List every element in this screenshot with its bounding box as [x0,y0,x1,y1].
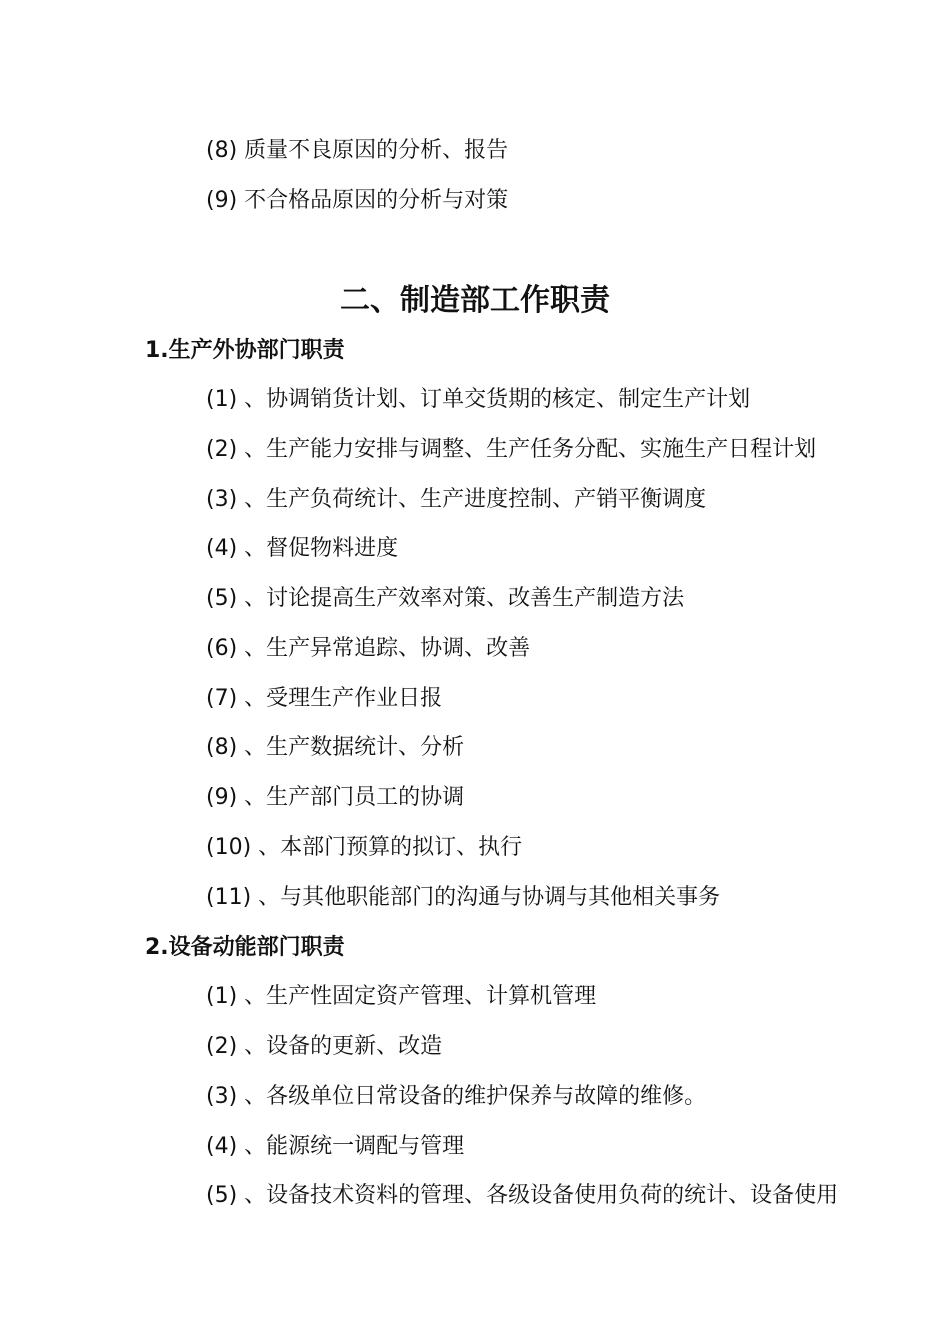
list-item: (3) 、各级单位日常设备的维护保养与故障的维修。 [206,1084,707,1109]
list-item: (10) 、本部门预算的拟订、执行 [206,835,523,860]
section-title: 二、制造部工作职责 [340,283,610,318]
list-item: (2) 、生产能力安排与调整、生产任务分配、实施生产日程计划 [206,437,817,462]
list-item: (5) 、讨论提高生产效率对策、改善生产制造方法 [206,586,685,611]
list-item: (4) 、能源统一调配与管理 [206,1134,465,1159]
list-item: (4) 、督促物料进度 [206,536,399,561]
list-item: (6) 、生产异常追踪、协调、改善 [206,636,531,661]
list-item: (9) 不合格品原因的分析与对策 [206,188,509,213]
list-item: (8) 、生产数据统计、分析 [206,735,465,760]
subsection-title: 2.设备动能部门职责 [145,935,345,960]
list-item: (1) 、协调销货计划、订单交货期的核定、制定生产计划 [206,387,751,412]
list-item: (11) 、与其他职能部门的沟通与协调与其他相关事务 [206,885,721,910]
list-item: (1) 、生产性固定资产管理、计算机管理 [206,984,597,1009]
list-item: (8) 质量不良原因的分析、报告 [206,138,509,163]
list-item: (5) 、设备技术资料的管理、各级设备使用负荷的统计、设备使用 [206,1183,839,1208]
list-item: (2) 、设备的更新、改造 [206,1034,443,1059]
list-item: (9) 、生产部门员工的协调 [206,785,465,810]
list-item: (7) 、受理生产作业日报 [206,686,443,711]
list-item: (3) 、生产负荷统计、生产进度控制、产销平衡调度 [206,487,707,512]
subsection-title: 1.生产外协部门职责 [145,338,345,363]
